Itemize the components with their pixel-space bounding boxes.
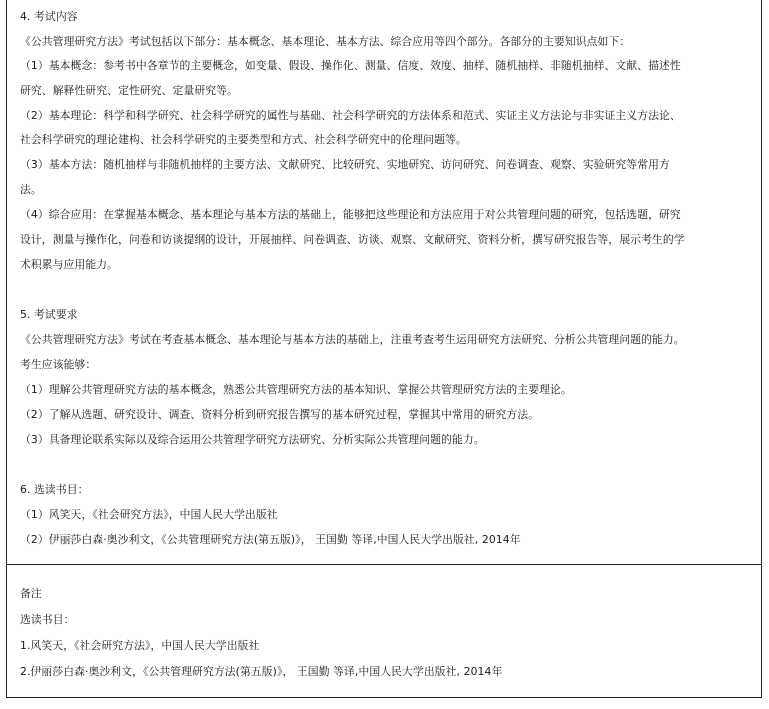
section4-item3-line1: （3）基本方法：随机抽样与非随机抽样的主要方法、文献研究、比较研究、实地研究、访问研究、问卷调查、观察、实验研究等常用方	[20, 158, 670, 171]
section6-heading: 6. 选读书目：	[20, 483, 89, 496]
content-cell	[7, 0, 761, 565]
remarks-cell	[7, 565, 761, 697]
section5-intro-line1: 《公共管理研究方法》考试在考查基本概念、基本理论与基本方法的基础上，注重考查考生运用研究方法研究、分析公共管理问题的能力。	[20, 333, 685, 346]
syllabus-table	[6, 0, 762, 698]
section5-req2: （2）了解从选题、研究设计、调查、资料分析到研究报告撰写的基本研究过程，掌握其中常用的研究方法。	[20, 408, 540, 421]
section5-intro-line2: 考生应该能够：	[20, 358, 97, 371]
remarks-heading: 备注	[20, 587, 42, 600]
section4-item4-line2: 设计，测量与操作化，问卷和访谈提纲的设计，开展抽样、问卷调查、访谈、观察、文献研究、资料分析，撰写研究报告等，展示考生的学	[20, 233, 685, 246]
section4-item3-line2: 法。	[20, 183, 42, 196]
section4-item1-line1: （1）基本概念：参考书中各章节的主要概念，如变量、假设、操作化、测量、信度、效度、抽样、随机抽样、非随机抽样、文献、描述性	[20, 59, 681, 72]
section4-item4-line1: （4）综合应用：在掌握基本概念、基本理论与基本方法的基础上，能够把这些理论和方法应用于对公共管理问题的研究，包括选题，研究	[20, 208, 681, 221]
remarks-subheading: 选读书目：	[20, 613, 75, 626]
section5-req1: （1）理解公共管理研究方法的基本概念，熟悉公共管理研究方法的基本知识、掌握公共管理研究方法的主要理论。	[20, 383, 572, 396]
section5-req3: （3）具备理论联系实际以及综合运用公共管理学研究方法研究、分析实际公共管理问题的能力。	[20, 433, 485, 446]
section6-book1: （1）风笑天，《社会研究方法》，中国人民大学出版社	[20, 508, 278, 521]
section4-heading: 4. 考试内容	[20, 10, 78, 23]
section4-item2-line2: 社会科学研究的理论建构、社会科学研究的主要类型和方式、社会科学研究中的伦理问题等。	[20, 133, 467, 146]
section5-heading: 5. 考试要求	[20, 308, 78, 321]
section4-item1-line2: 研究、解释性研究、定性研究、定量研究等。	[20, 84, 238, 97]
section6-book2: （2）伊丽莎白森·奥沙利文，《公共管理研究方法(第五版)》， 王国勤 等译,中国人民大学出版社, 2014年	[20, 533, 521, 546]
section4-item4-line3: 术积累与应用能力。	[20, 258, 119, 271]
section4-item2-line1: （2）基本理论：科学和科学研究、社会科学研究的属性与基础、社会科学研究的方法体系和范式、实证主义方法论与非实证主义方法论、	[20, 109, 681, 122]
remarks-book1: 1.风笑天，《社会研究方法》，中国人民大学出版社	[20, 639, 260, 652]
remarks-book2: 2.伊丽莎白森·奥沙利文，《公共管理研究方法(第五版)》， 王国勤 等译,中国人民大学出版社, 2014年	[20, 665, 503, 678]
section4-intro: 《公共管理研究方法》考试包括以下部分：基本概念、基本理论、基本方法、综合应用等四个部分。各部分的主要知识点如下：	[20, 35, 631, 48]
